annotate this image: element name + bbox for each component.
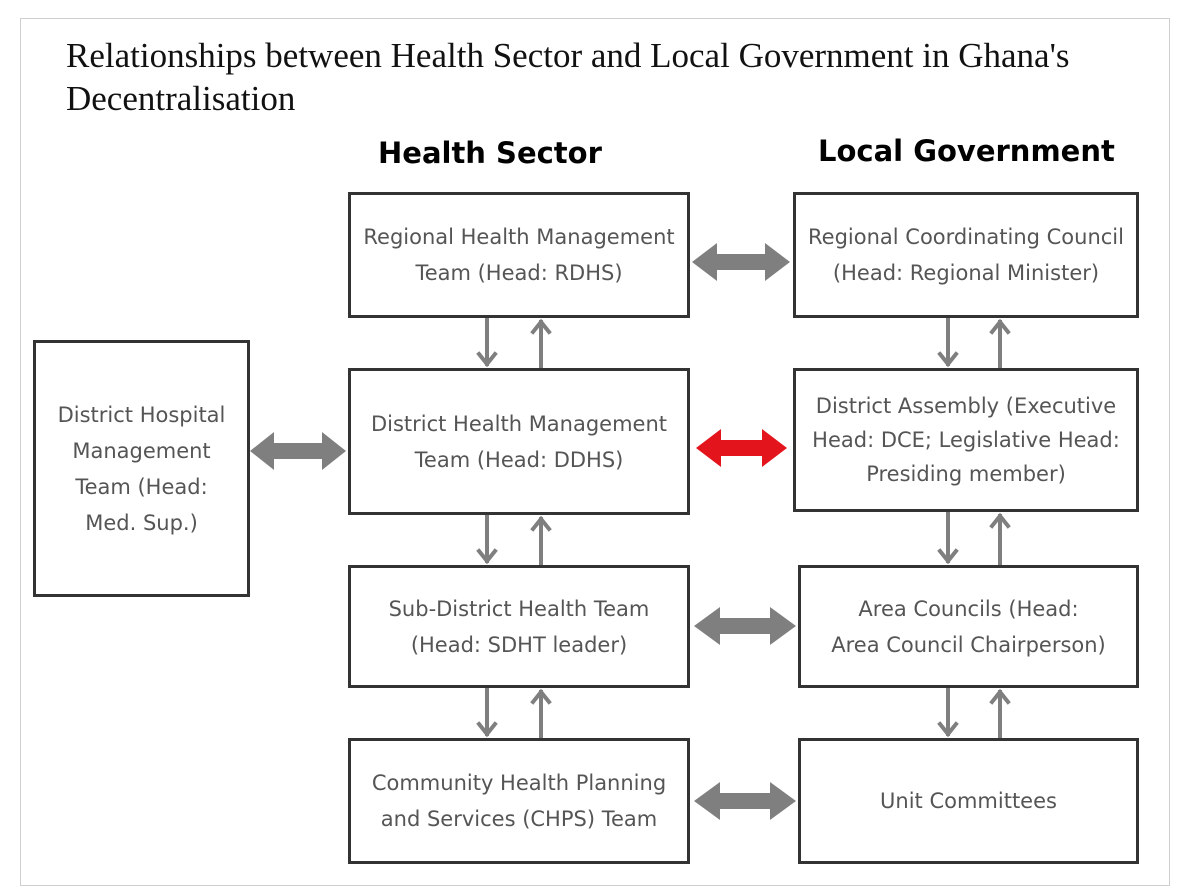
uc-to-ac-up-arrow [992, 692, 1008, 736]
chps-team-text: Community Health Planning and Services (CHPS) Team [371, 771, 667, 831]
diagram-title: Relationships between Health Sector and Local Government in Ghana's Decentralisation [66, 36, 1070, 118]
sdht-ac-double-arrow [694, 607, 796, 645]
chps-to-sdht-up-arrow [533, 692, 549, 736]
health-sector-heading: Health Sector [378, 136, 602, 170]
rhmt-to-dhmt-down-arrow [479, 320, 495, 364]
local-government-heading: Local Government [818, 134, 1115, 168]
dhmt-to-sdht-down-arrow [479, 517, 495, 561]
sdht-to-chps-down-arrow [479, 690, 495, 734]
regional-coordinating-council-text: Regional Coordinating Council (Head: Regional Minister) [808, 225, 1124, 285]
hospital-dhmt-double-arrow [250, 432, 346, 470]
rcc-to-da-down-arrow [940, 320, 956, 364]
district-health-management-text: District Health Management Team (Head: DDHS) [370, 411, 668, 472]
area-councils-text: Area Councils (Head: Area Council Chairperson) [831, 596, 1106, 657]
rhmt-rcc-double-arrow [692, 243, 790, 281]
regional-health-management-text: Regional Health Management Team (Head: RDHS) [363, 225, 675, 285]
district-assembly-text: District Assembly (Executive Head: DCE; Legislative Head: Presiding member) [812, 394, 1120, 486]
sdht-to-dhmt-up-arrow [533, 519, 549, 563]
dhmt-da-double-arrow [696, 429, 787, 467]
sub-district-health-team-text: Sub-District Health Team (Head: SDHT leader) [388, 596, 650, 657]
chps-uc-double-arrow [694, 782, 796, 820]
unit-committees-text: Unit Committees [880, 789, 1057, 813]
da-to-ac-down-arrow [940, 514, 956, 561]
dhmt-to-rhmt-up-arrow [533, 322, 549, 366]
ac-to-uc-down-arrow [940, 690, 956, 734]
ac-to-da-up-arrow [992, 516, 1008, 563]
da-to-rcc-up-arrow [992, 322, 1008, 366]
district-hospital-management-text: District Hospital Management Team (Head: Med. Sup.) [57, 402, 226, 535]
